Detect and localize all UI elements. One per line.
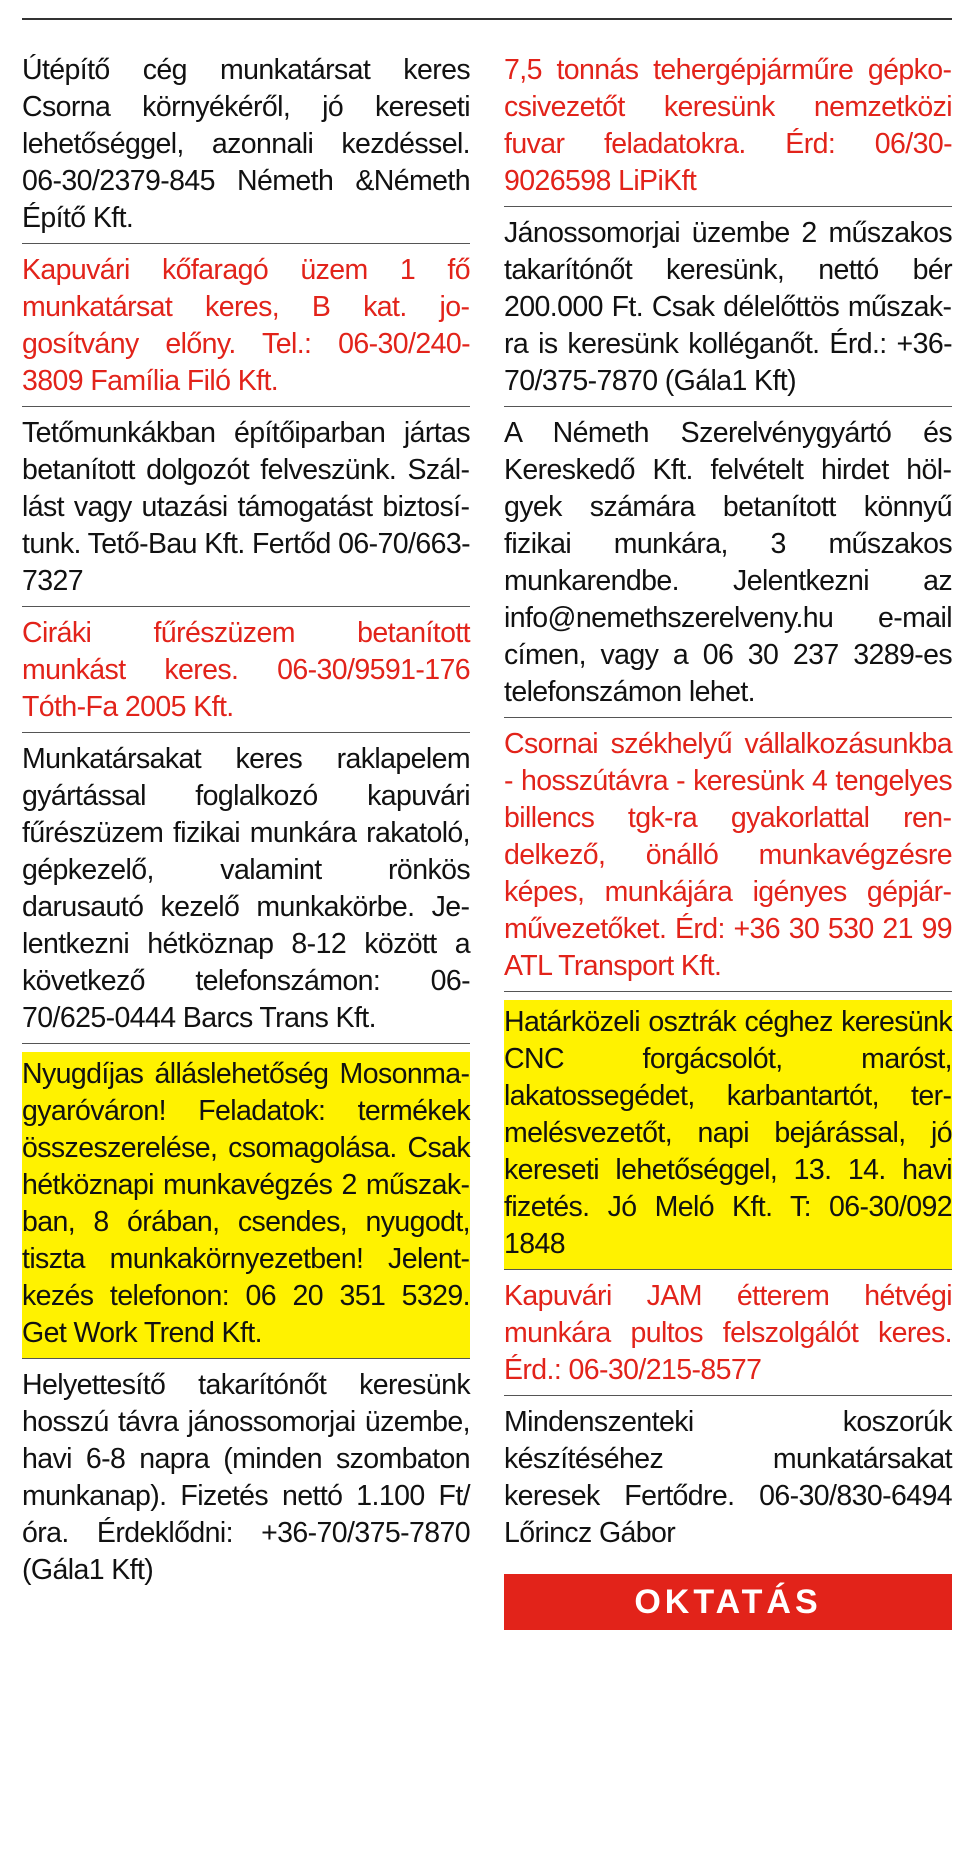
classified-ad: Mindenszenteki koszorúk készítéséhez munkatársakat keresek Fertődre. 06-30/830-6494 Lőrincz Gábor (504, 1406, 952, 1549)
classified-ad: Határközeli osztrák céghez keresünk CNC forgácsolót, maróst, lakatossegédet, karbantartót, termelésvezetőt, napi bejárással, jó kereseti lehetőséggel, 13. 14. havi fizetés. Jó Meló Kft. T: 06-30/092 1848 (504, 1000, 952, 1270)
classified-ad: 7,5 tonnás tehergépjárműre gépkocsivezetőt keresünk nemzetközi fuvar feladatokra. Érd: 06/30-9026598 LiPiKft (504, 52, 952, 207)
left-column (22, 52, 470, 1603)
classified-ad: A Németh Szerelvénygyártó és Kereskedő Kft. felvételt hirdet hölgyek számára betanított könnyű fizikai munkára, 3 műszakos munkarendbe. Jelentkezni az info@nemethszerelveny.hu e-mail címen, vagy a 06 30 237 3289-es telefonszámon lehet. (504, 415, 952, 718)
classified-ad: Helyettesítő takarítónőt keresünk hosszú távra jánossomorjai üzembe, havi 6-8 napra (minden szombaton munkanap). Fizetés nettó 1.100 Ft/óra. Érdeklődni: +36-70/375-7870 (Gála1 Kft) (22, 1369, 470, 1586)
classified-ad: Tetőmunkákban építőiparban jártas betanított dolgozót felveszünk. Szállást vagy utazási támogatást biztosítunk. Tető-Bau Kft. Fertőd 06-70/663-7327 (22, 415, 470, 607)
classified-ad: Nyugdíjas álláslehetőség Mosonmagyaróváron! Feladatok: termékek összeszerelése, csomagolása. Csak hétköznapi munkavégzés 2 műszakban, 8 órában, csendes, nyugodt, tiszta munkakörnyezetben! Jelentkezés telefonon: 06 20 351 5329. Get Work Trend Kft. (22, 1052, 470, 1359)
section-banner-oktatas: OKTATÁS (504, 1574, 952, 1630)
classified-ad: Jánossomorjai üzembe 2 műszakos takarítónőt keresünk, nettó bér 200.000 Ft. Csak délelőttös műszakra is keresünk kolléganőt. Érd.: +36-70/375-7870 (Gála1 Kft) (504, 215, 952, 407)
classified-ad: Útépítő cég munkatársat keres Csorna környékéről, jó kereseti lehetőséggel, azonnali kezdéssel. 06-30/2379-845 Németh &Németh Építő Kft. (22, 52, 470, 244)
top-rule (22, 18, 952, 20)
classified-ad: Ciráki fűrészüzem betanított munkást keres. 06-30/9591-176 Tóth-Fa 2005 Kft. (22, 615, 470, 733)
classified-ad: Munkatársakat keres raklapelem gyártással foglalkozó kapuvári fűrészüzem fizikai munkára rakatoló, gépkezelő, valamint rönkös darusautó kezelő munkakörbe. Jelentkezni hétköznap 8-12 között a következő telefonszámon: 06-70/625-0444 Barcs Trans Kft. (22, 741, 470, 1044)
right-column (504, 52, 952, 1630)
classified-ad: Csornai székhelyű vállalkozásunkba - hosszútávra - keresünk 4 tengelyes billencs tgk-ra gyakorlattal rendelkező, önálló munkavégzésre képes, munkájára igényes gépjárművezetőket. Érd: +36 30 530 21 99 ATL Transport Kft. (504, 726, 952, 992)
classified-ad: Kapuvári JAM étterem hétvégi munkára pultos felszolgálót keres. Érd.: 06-30/215-8577 (504, 1278, 952, 1396)
classified-ad: Kapuvári kőfaragó üzem 1 fő munkatársat keres, B kat. jogosítvány előny. Tel.: 06-30/240-3809 Família Filó Kft. (22, 252, 470, 407)
